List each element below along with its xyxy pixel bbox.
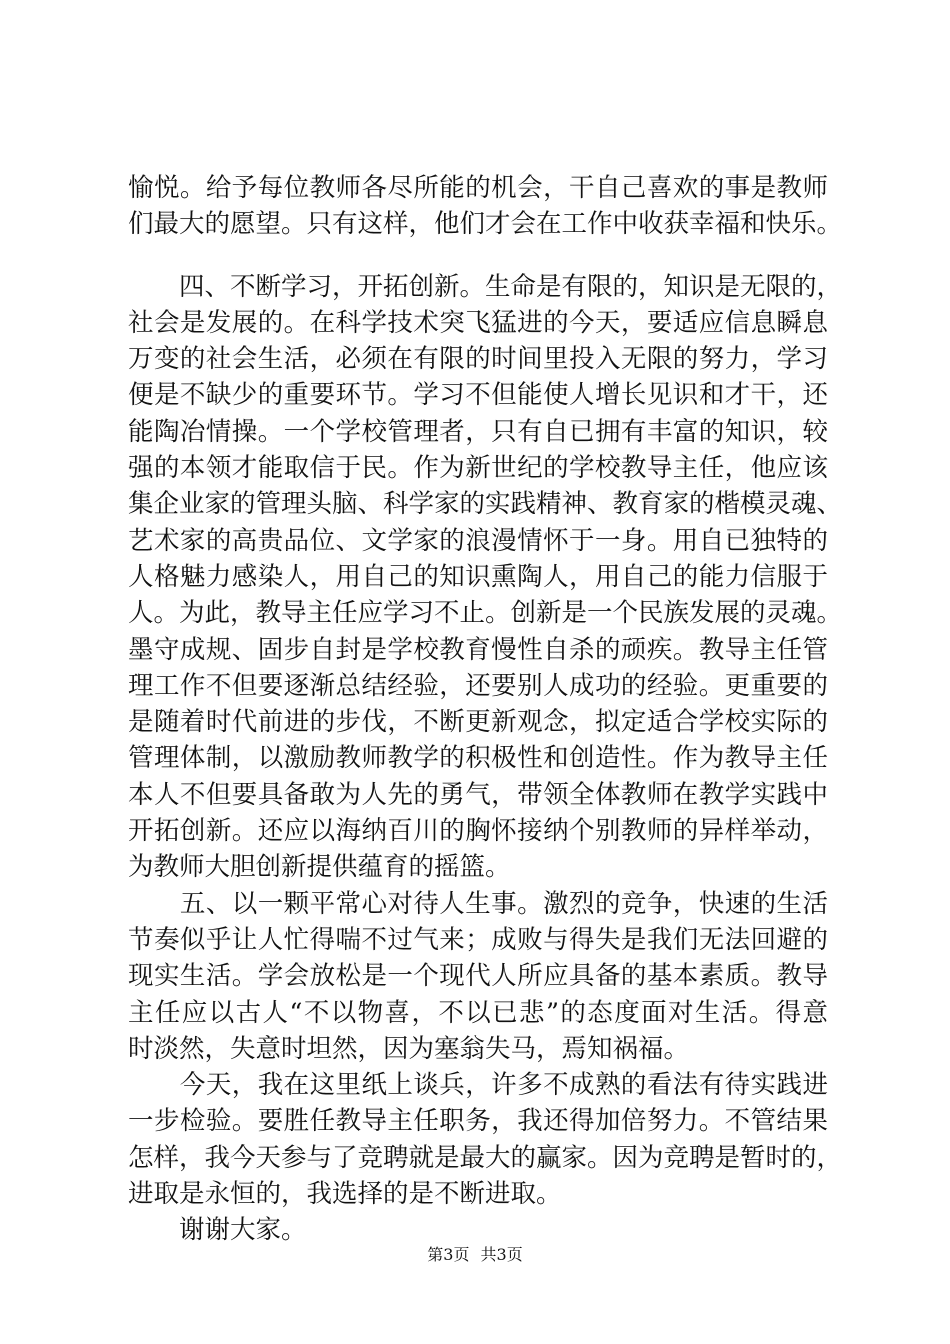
text-line: 能陶冶情操。一个学校管理者，只有自已拥有丰富的知识，较 xyxy=(128,416,828,447)
page-number: 第3页 xyxy=(427,1245,470,1264)
text-line: 们最大的愿望。只有这样，他们才会在工作中收获幸福和快乐。 xyxy=(128,209,843,240)
text-line: 五、以一颗平常心对待人生事。激烈的竞争，快速的生活 xyxy=(128,888,828,919)
paragraph-continuation xyxy=(128,170,843,243)
paragraph-thanks xyxy=(128,1212,828,1248)
text-line: 人。为此，教导主任应学习不止。创新是一个民族发展的灵魂。 xyxy=(128,598,843,629)
text-line: 一步检验。要胜任教导主任职务，我还得加倍努力。不管结果 xyxy=(128,1106,828,1137)
text-line: 节奏似乎让人忙得喘不过气来；成败与得失是我们无法回避的 xyxy=(128,924,828,955)
text-line: 便是不缺少的重要环节。学习不但能使人增长见识和才干，还 xyxy=(128,380,828,411)
text-line: 本人不但要具备敢为人先的勇气，带领全体教师在教学实践中 xyxy=(128,779,828,810)
text-line: 强的本领才能取信于民。作为新世纪的学校教导主任，他应该 xyxy=(128,453,828,484)
text-line: 开拓创新。还应以海纳百川的胸怀接纳个别教师的异样举动， xyxy=(128,816,828,847)
document-body xyxy=(128,170,843,1249)
text-line: 愉悦。给予每位教师各尽所能的机会，干自己喜欢的事是教师 xyxy=(128,173,828,203)
text-line: 管理体制，以激励教师教学的积极性和创造性。作为教导主任 xyxy=(128,743,828,774)
paragraph-section-five xyxy=(128,886,828,1067)
text-line: 是随着时代前进的步伐，不断更新观念，拟定适合学校实际的 xyxy=(128,707,828,738)
text-line: 四、不断学习，开拓创新。生命是有限的，知识是无限的， xyxy=(128,271,843,302)
total-pages: 共3页 xyxy=(480,1245,523,1264)
text-line: 怎样，我今天参与了竞聘就是最大的赢家。因为竞聘是暂时的， xyxy=(128,1142,843,1173)
text-line: 理工作不但要逐渐总结经验，还要别人成功的经验。更重要的 xyxy=(128,670,828,701)
text-line: 今天，我在这里纸上谈兵，许多不成熟的看法有待实践进 xyxy=(128,1070,828,1101)
paragraph-closing xyxy=(128,1067,843,1212)
paragraph-section-four xyxy=(128,269,843,886)
paragraph-gap xyxy=(128,243,828,269)
page-footer xyxy=(0,1245,950,1265)
text-line: 为教师大胆创新提供蕴育的摇篮。 xyxy=(128,852,511,883)
text-line: 人格魅力感染人，用自己的知识熏陶人，用自己的能力信服于 xyxy=(128,561,828,592)
text-line: 现实生活。学会放松是一个现代人所应具备的基本素质。教导 xyxy=(128,961,828,992)
text-line: 艺术家的高贵品位、文学家的浪漫情怀于一身。用自已独特的 xyxy=(128,525,828,556)
text-line: 万变的社会生活，必须在有限的时间里投入无限的努力，学习 xyxy=(128,344,828,375)
text-line: 墨守成规、固步自封是学校教育慢性自杀的顽疾。教导主任管 xyxy=(128,634,828,665)
text-line: 时淡然，失意时坦然，因为塞翁失马，焉知祸福。 xyxy=(128,1033,690,1064)
text-line: 进取是永恒的，我选择的是不断进取。 xyxy=(128,1179,562,1210)
text-line: 谢谢大家。 xyxy=(128,1215,307,1246)
text-line: 主任应以古人“不以物喜，不以已悲”的态度面对生活。得意 xyxy=(128,997,828,1028)
text-line: 集企业家的管理头脑、科学家的实践精神、教育家的楷模灵魂、 xyxy=(128,489,843,520)
text-line: 社会是发展的。在科学技术突飞猛进的今天，要适应信息瞬息 xyxy=(128,307,828,338)
